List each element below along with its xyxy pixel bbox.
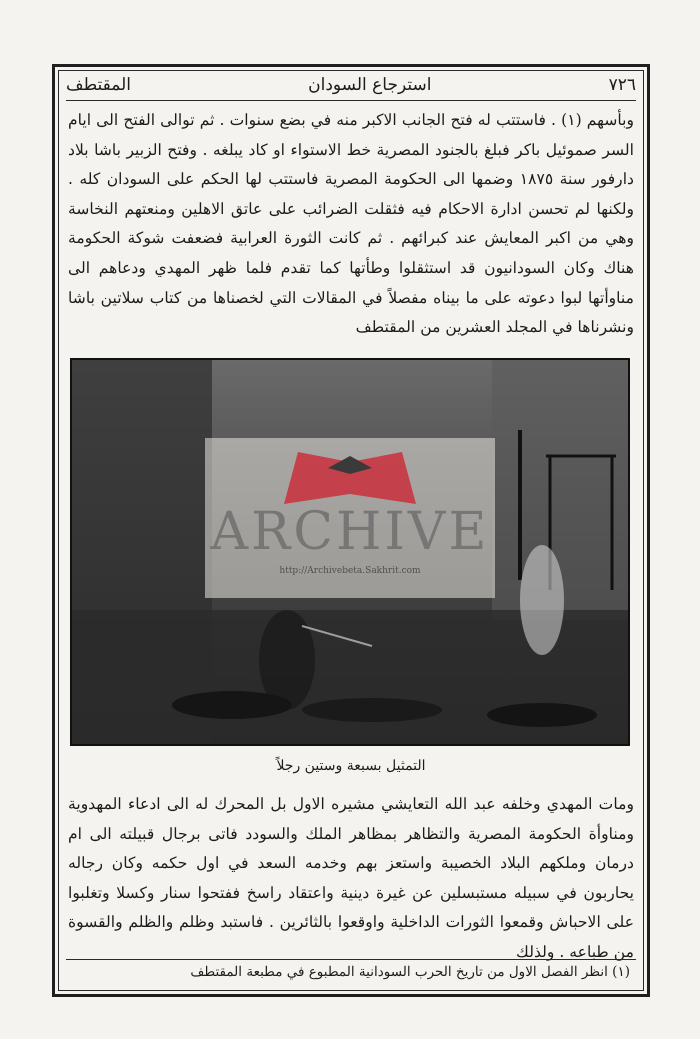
- body-paragraph-1: وبأسهم (١) . فاستتب له فتح الجانب الاكبر منه في بضع سنوات . ثم توالى الفتح الى ايام السر صموئيل باكر فبلغ بالجنود المصرية خط الاستواء او كاد يبلغه . وفتح الزبير باشا بلاد دارفور سنة ١٨٧٥ وضمها الى الحكومة المصرية فاستتب لها الحكم على السودان كله . ولكنها لم تحسن ادارة الاحكام فيه فثقلت الضرائب على عاتق الاهلين ومنعتهم النخاسة وهي من اكبر المعايش عند كبرائهم . ثم كانت الثورة العرابية فضعفت شوكة الحكومة هناك وكان السودانيون قد استثقلوا وطأتها كما تقدم فلما ظهر المهدي ودعاهم الى مناوأتها لبوا دعوته على ما بيناه مفصلاً في المقالات التي لخصناها من كتاب سلاتين باشا ونشرناها في المجلد العشرين من المقتطف: [68, 111, 635, 337]
- archive-book-logo-icon: [270, 448, 430, 504]
- footnote-divider: [66, 959, 636, 960]
- running-header: [66, 70, 636, 101]
- body-paragraph-2: ومات المهدي وخلفه عبد الله التعايشي مشيره الاول بل المحرك له الى ادعاء المهدوية ومناوأة الحكومة المصرية والتظاهر بمظاهر الملك والسودد فاتى برجال قبيلته الى ام درمان وملكهم البلاد الخصيبة واستعز بهم وخدمه السعد في اول حكمه وكان رجاله يحاربون في سبيله مستبسلين عن غيرة دينية واعتقاد راسخ ففتحوا سنار وكسلا وتغلبوا على الاحباش وقمعوا الثورات الداخلية واوقعوا بالثائرين . فاستبد وظلم والظلم والقسوة من طباعه . ولذلك: [68, 795, 634, 961]
- footnote: (١) انظر الفصل الاول من تاريخ الحرب السودانية المطبوع في مطبعة المقتطف: [190, 964, 630, 980]
- photo-caption: التمثيل بسبعة وستين رجلاً: [276, 758, 426, 774]
- page-number: ٧٢٦: [608, 75, 636, 95]
- archive-watermark-url: http://Archivebeta.Sakhrit.com: [279, 566, 421, 576]
- chapter-title: استرجاع السودان: [308, 75, 432, 95]
- journal-name: المقتطف: [66, 75, 132, 95]
- archive-watermark-text: ARCHIVE: [210, 502, 490, 562]
